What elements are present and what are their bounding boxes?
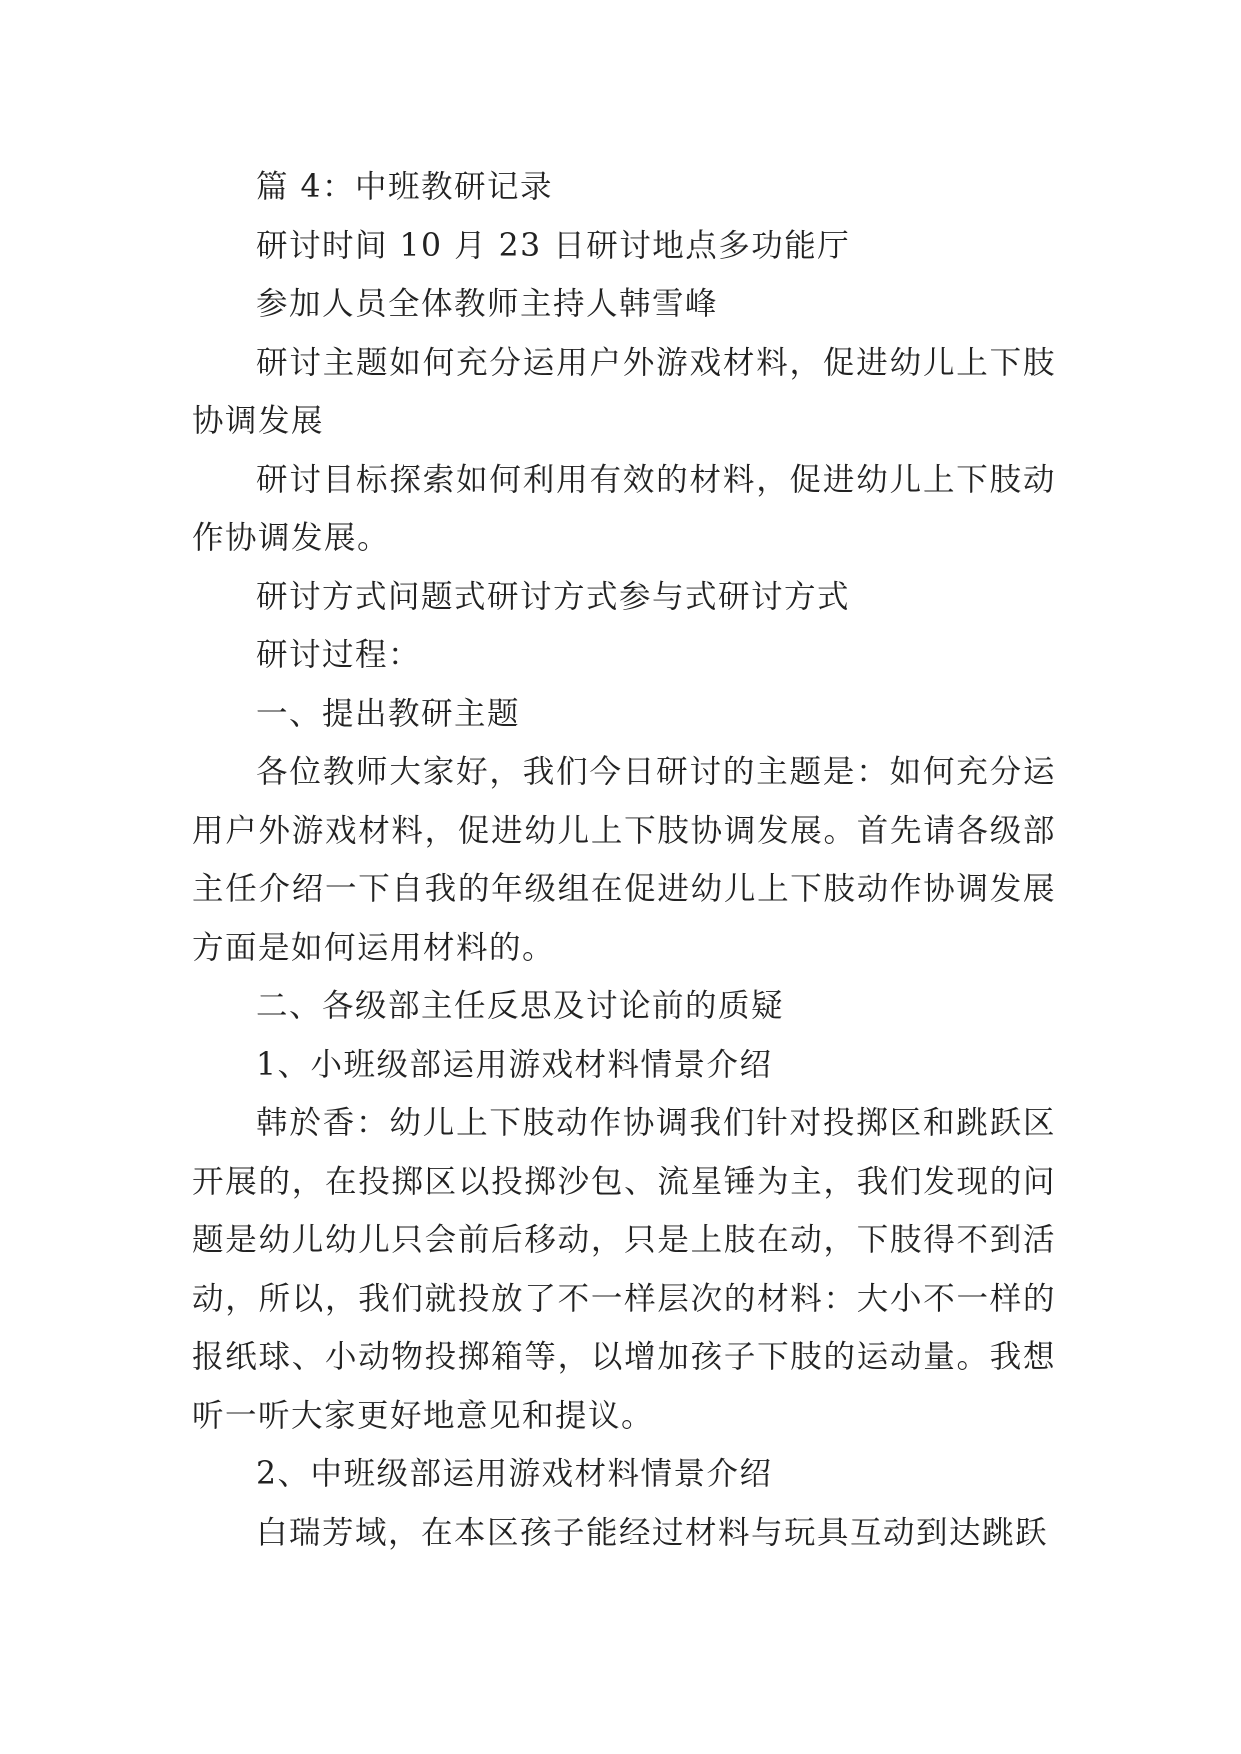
subheading-1: 一、提出教研主题 — [256, 695, 521, 732]
meeting-participants: 参加人员全体教师主持人韩雪峰 — [256, 286, 719, 322]
meeting-theme: 研讨主题如何充分运用户外游戏材料，促进幼儿上下肢协调发展 — [192, 344, 1056, 439]
body-paragraph: 白瑞芳域，在本区孩子能经过材料与玩具互动到达跳跃 — [256, 1514, 1049, 1551]
process-heading: 研讨过程： — [256, 637, 422, 673]
list-item-1: 1、小班级部运用游戏材料情景介绍 — [256, 1046, 773, 1083]
document-body — [192, 158, 1056, 1562]
body-paragraph: 各位教师大家好，我们今日研讨的主题是：如何充分运用户外游戏材料，促进幼儿上下肢协调发展。首先请各级部主任介绍一下自我的年级组在促进幼儿上下肢动作协调发展方面是如何运用材料的。 — [192, 754, 1056, 966]
list-item-2: 2、中班级部运用游戏材料情景介绍 — [256, 1456, 773, 1492]
meeting-method: 研讨方式问题式研讨方式参与式研讨方式 — [256, 578, 851, 615]
body-paragraph: 韩於香：幼儿上下肢动作协调我们针对投掷区和跳跃区开展的，在投掷区以投掷沙包、流星锤为主，我们发现的问题是幼儿幼儿只会前后移动，只是上肢在动，下肢得不到活动，所以，我们就投放了不一样层次的材料：大小不一样的报纸球、小动物投掷箱等，以增加孩子下肢的运动量。我想听一听大家更好地意见和提议。 — [192, 1105, 1056, 1434]
section-title: 篇 4：中班教研记录 — [256, 169, 554, 205]
meeting-goal: 研讨目标探索如何利用有效的材料，促进幼儿上下肢动作协调发展。 — [192, 461, 1056, 556]
subheading-2: 二、各级部主任反思及讨论前的质疑 — [256, 988, 785, 1024]
meeting-time-place: 研讨时间 10 月 23 日研讨地点多功能厅 — [256, 227, 851, 264]
